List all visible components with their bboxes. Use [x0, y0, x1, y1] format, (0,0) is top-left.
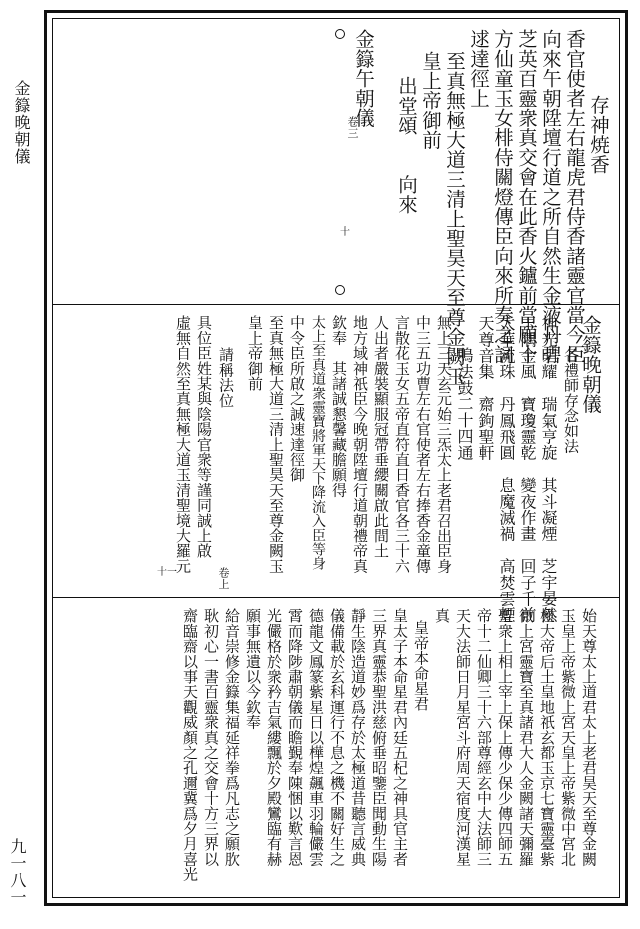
page-frame — [44, 10, 628, 906]
panel2-col-17: 皇上帝御前 — [246, 315, 264, 391]
panel2-col-15: 中令臣所啟之誠速達徑御 — [288, 315, 306, 483]
panel2-folio-mark: 卷上 — [217, 567, 230, 590]
page-number: 九一八一 — [8, 838, 27, 906]
panel3-col-1: 始天尊太上道君太上老君昊天至尊金闕 — [580, 608, 598, 867]
panel2-col-6: 天尊音集 齋鉤聖軒 — [476, 315, 495, 461]
panel2-col-12: 地方域神祇臣今晚朝陞壇行道朝禮帝真 — [351, 315, 369, 574]
panel2-col-13: 欽奉 其諸誠懇馨藏膽願得 — [330, 315, 348, 498]
panel1-col-3: 向來午朝陞壇行道之所自然生金液丹碧 — [539, 29, 562, 364]
page-frame-inner — [52, 18, 620, 898]
panel2-col-5: 太華流珠 丹鳳飛圓 息魔滅禍 高焚雲煙 — [497, 315, 516, 623]
panel1-col-4: 芝英百靈衆真交會在此香火鑪前當願十 — [515, 29, 538, 364]
panel2-col-9: 中三五功曹左右官使者左右捧香金童傳 — [414, 315, 432, 574]
panel3-col-3: 極大帝后土皇地祇玄都玉京七寶靈臺紫 — [538, 608, 556, 867]
panel3-col-2: 玉皇上帝紫微上宮天皇上帝紫微中宮北 — [559, 608, 577, 867]
panel3-col-12: 靜生陰造道妙爲存於太極道昔聽言威典 — [349, 608, 367, 867]
panel1-col-1: 存神焼香 — [587, 95, 610, 174]
panel1-circle-bottom — [335, 285, 345, 295]
panel3-col-15: 霄而降陟肅朝儀而瞻覲奉陳悃以歎言恩 — [286, 608, 304, 867]
panel1-folio-mark: 卷三 — [346, 116, 359, 139]
panel3-col-7: 天大法師日月星宮斗府周天宿度河漢星 — [454, 608, 472, 867]
panel3-col-18: 給音崇修金籙集福延祥拳爲凡志之願肷 — [223, 608, 241, 867]
panel3-col-8: 真 — [433, 608, 451, 624]
panel-bottom — [53, 598, 619, 898]
panel2-col-14: 太上至真道衆靈寶將軍天下降流入臣等身 — [310, 315, 326, 571]
panel1-col-6: 逑達徑上 — [467, 29, 490, 108]
panel2-col-10: 言散花玉女五帝直符直日香官各三十六 — [393, 315, 411, 574]
panel3-col-6: 帝十二仙卿三十六部尊經玄中大法師三 — [475, 608, 493, 867]
panel3-col-9: 皇帝本命星君 — [412, 620, 430, 712]
margin-book-title: 金籙晚朝儀 — [12, 80, 31, 165]
panel1-col-7: 至真無極大道三清上聖昊天至尊金闕玉 — [443, 51, 466, 386]
panel3-col-11: 三界真靈恭聖洪慈俯垂昭鑒臣聞動生陽 — [370, 608, 388, 867]
panel1-col-5: 方仙童玉女棑侍關燈傳臣向來所奏之詞 — [491, 29, 514, 364]
panel2-col-16: 至真無極大道三清上聖昊天至尊金闕玉 — [267, 315, 285, 574]
panel2-col-7: 鳴法鼓二十四通 — [455, 347, 474, 461]
panel2-col-8: 無上三天玄元始三炁太上老君召出臣身 — [435, 315, 453, 574]
panel2-col-4: 玉隅金風 寶瓊靈乾 變夜作畫 回子千前 — [518, 315, 537, 623]
panel1-col-2: 香官使者左右龍虎君侍香諸靈官當今臣 — [563, 29, 586, 364]
panel3-col-5: 聖衆上相上宰上保上傳少保少傳四師五 — [496, 608, 514, 867]
panel-middle — [53, 305, 619, 623]
panel3-col-14: 德龍文鳳篆紫星日以樺煌飆車羽輪儼雲 — [307, 608, 325, 867]
panel3-col-19: 耿初心一書百靈衆真之交會十方三界以 — [202, 608, 220, 867]
panel2-col-2: 各禮師存念如法 — [562, 347, 580, 454]
panel1-cross-mark: 十 — [340, 227, 350, 238]
panel2-cross-mark: 十一 — [157, 567, 177, 578]
panel2-col-20: 虛無自然至真無極大道玉清聖境大羅元 — [174, 315, 192, 574]
panel3-col-4: 微上宮靈寶至真諸君大人金闕諸天彌羅 — [517, 608, 535, 867]
panel1-col-8: 皇上帝御前 — [419, 51, 442, 150]
panel1-col-9: 出堂頌 向來 — [395, 76, 418, 214]
panel2-col-19: 具位臣姓某與陰陽官衆等謹同誠上啟 — [195, 315, 213, 559]
panel2-col-11: 人出者嚴裝顯服冠帶垂纓關啟此間土 — [372, 315, 390, 559]
panel2-col-1: 金籙晚朝儀 — [579, 315, 602, 414]
panel3-col-16: 光儼格於衆矜吉氣縷飄於夕殿鸞臨有赫 — [265, 608, 283, 867]
panel3-col-20: 齋臨齋以事天觀威顏之孔邇冀爲夕月喜光 — [181, 608, 199, 882]
panel2-col-18: 請稱法位 — [217, 347, 235, 408]
panel2-col-3: 神光明耀 瑞氣亨旋 其斗凝煙 芝宇晏然 — [539, 315, 558, 623]
panel1-col-10: 金籙午朝儀 — [352, 29, 375, 128]
panel3-col-13: 儀備載於玄科運行不息之機不關好生之 — [328, 608, 346, 867]
panel1-circle-top — [335, 29, 345, 39]
panel3-col-10: 皇太子本命星君內廷五杞之神具官主者 — [391, 608, 409, 867]
panel3-col-17: 願事無遺以今欽奉 — [244, 608, 262, 730]
